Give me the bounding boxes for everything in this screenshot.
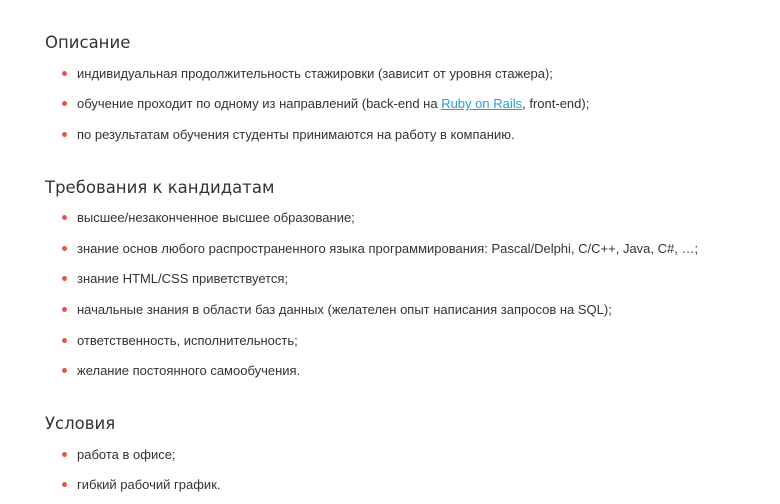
list-item-text: желание постоянного самообучения.: [77, 363, 301, 378]
list-item-text: ответственность, исполнительность;: [77, 333, 298, 348]
bullet-icon: [62, 215, 67, 220]
bullet-icon: [62, 101, 67, 106]
bullet-icon: [62, 246, 67, 251]
bullet-icon: [62, 368, 67, 373]
list-item-text: работа в офисе;: [77, 447, 176, 462]
bullet-icon: [62, 276, 67, 281]
list-item-text: [77, 94, 589, 114]
bullet-icon: [62, 482, 67, 487]
list-item-text-after: , front-end);: [522, 96, 590, 111]
section-title-requirements: Требования к кандидатам: [45, 178, 275, 197]
ruby-on-rails-link[interactable]: Ruby on Rails: [441, 96, 523, 111]
list-item-text: начальные знания в области баз данных (желателен опыт написания запросов на SQL);: [77, 302, 612, 317]
list-item-text: знание HTML/CSS приветствуется;: [77, 271, 289, 286]
section-title-conditions: Условия: [45, 414, 116, 433]
list-item-text: высшее/незаконченное высшее образование;: [77, 210, 355, 225]
list-item-text: гибкий рабочий график.: [77, 477, 221, 492]
bullet-icon: [62, 452, 67, 457]
bullet-icon: [62, 307, 67, 312]
list-item-text: знание основ любого распространенного языка программирования: Pascal/Delphi, C/C++, Java, C#, …;: [77, 241, 699, 256]
bullet-icon: [62, 132, 67, 137]
list-item-text-before: обучение проходит по одному из направлений (back-end на: [77, 96, 442, 111]
bullet-icon: [62, 338, 67, 343]
bullet-icon: [62, 71, 67, 76]
section-title-description: Описание: [45, 33, 131, 52]
list-item-text: по результатам обучения студенты принимаются на работу в компанию.: [77, 127, 515, 142]
list-item-text: индивидуальная продолжительность стажировки (зависит от уровня стажера);: [77, 66, 553, 81]
